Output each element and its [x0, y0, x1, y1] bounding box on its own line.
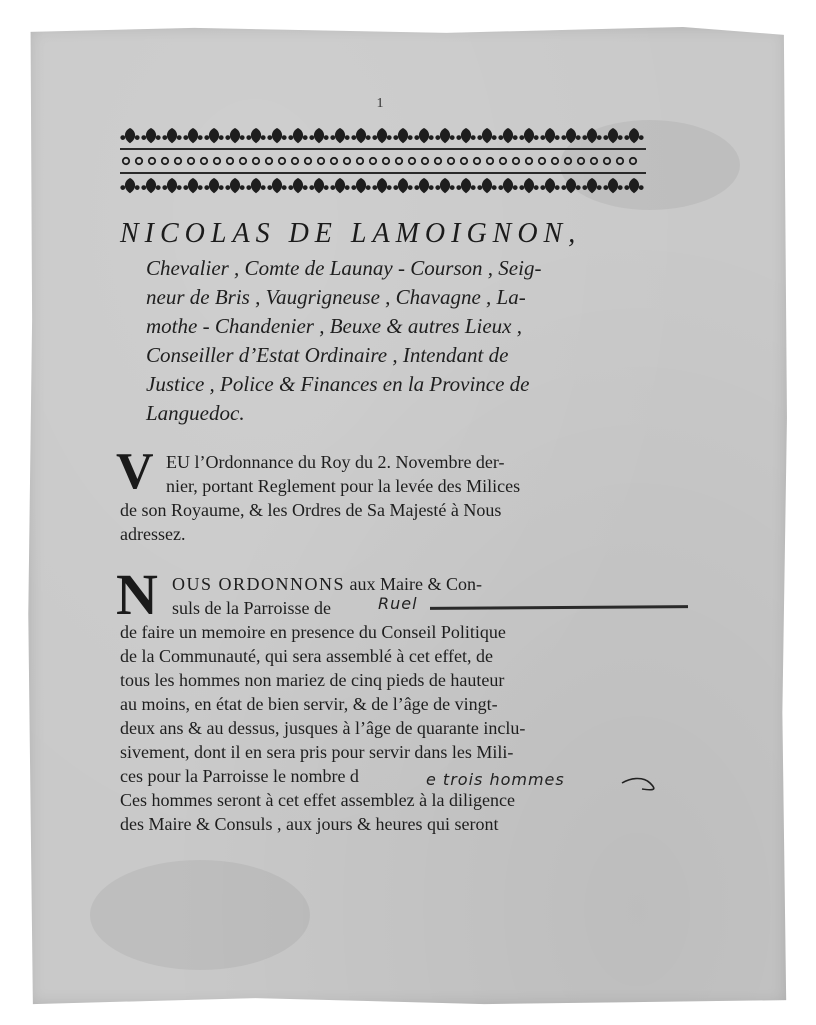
fleuron-dot: [471, 185, 476, 190]
fleuron-dot: [372, 185, 377, 190]
fleuron: [314, 128, 324, 143]
fleuron-dot: [618, 185, 623, 190]
ornament-ring: [214, 158, 220, 164]
ornament-ring: [409, 158, 415, 164]
fleuron: [377, 178, 387, 193]
fleuron: [566, 128, 576, 143]
fleuron-dot: [141, 135, 146, 140]
ornament-ring: [474, 158, 480, 164]
ornament-ring: [539, 158, 545, 164]
fleuron: [188, 178, 198, 193]
text-line: Ces hommes seront à cet effet assemblez à la diligence: [120, 790, 516, 810]
fleuron-dot: [240, 185, 245, 190]
fleuron: [125, 178, 135, 193]
fleuron-dot: [246, 135, 251, 140]
ornament-ring: [175, 158, 181, 164]
ornament-ring: [292, 158, 298, 164]
fleuron-dot: [456, 185, 461, 190]
title-line: neur de Bris , Vaugrigneuse , Chavagne , La-: [146, 285, 526, 309]
handwritten-flourish: [620, 775, 660, 793]
fleuron-dot: [429, 185, 434, 190]
fleuron-dot: [183, 185, 188, 190]
fleuron-dot: [387, 135, 392, 140]
fleuron: [419, 128, 429, 143]
fleuron-dot: [561, 185, 566, 190]
text-line: suls de la Parroisse de: [172, 598, 331, 618]
ornament-ring: [578, 158, 584, 164]
fleuron-dot: [246, 185, 251, 190]
fleuron-dot: [540, 135, 545, 140]
paragraph-preamble: [116, 443, 640, 546]
fleuron: [335, 128, 345, 143]
fleuron: [608, 178, 618, 193]
fleuron-dot: [450, 135, 455, 140]
fleuron-dot: [261, 185, 266, 190]
handwritten-count: e trois hommes: [426, 770, 565, 789]
fleuron: [503, 128, 513, 143]
fleuron-dot: [204, 185, 209, 190]
fleuron-dot: [351, 185, 356, 190]
fleuron-dot: [309, 185, 314, 190]
ornament-ring: [617, 158, 623, 164]
fleuron-dot: [303, 135, 308, 140]
fleuron: [314, 178, 324, 193]
fleuron-dot: [282, 185, 287, 190]
ornament-ring: [266, 158, 272, 164]
fleuron-dot: [519, 185, 524, 190]
fleuron-dot: [345, 185, 350, 190]
fleuron-dot: [492, 135, 497, 140]
fleuron-dot: [618, 135, 623, 140]
title-line: Languedoc.: [146, 401, 245, 425]
fleuron-dot: [582, 135, 587, 140]
text-line: deux ans & au dessus, jusques à l’âge de quarante inclu-: [120, 718, 526, 738]
ornament-ring: [123, 158, 129, 164]
ornament-ring: [435, 158, 441, 164]
fleuron: [482, 128, 492, 143]
text-line: adressez.: [120, 524, 186, 544]
ornament-row-top: [120, 128, 643, 143]
fleuron-dot: [639, 135, 644, 140]
fleuron-dot: [198, 135, 203, 140]
fleuron-dot: [267, 185, 272, 190]
fleuron-dot: [498, 185, 503, 190]
fleuron: [377, 128, 387, 143]
fleuron-dot: [330, 185, 335, 190]
fleuron: [209, 178, 219, 193]
fleuron: [293, 178, 303, 193]
fleuron: [608, 128, 618, 143]
fleuron-dot: [366, 185, 371, 190]
fleuron-dot: [288, 185, 293, 190]
ornament-ring: [552, 158, 558, 164]
fleuron: [398, 128, 408, 143]
ornamental-header-band: [120, 124, 646, 198]
ornament-ring: [279, 158, 285, 164]
text-line: [120, 572, 640, 596]
fleuron-dot: [219, 185, 224, 190]
ornament-ring: [357, 158, 363, 164]
fleuron-dot: [324, 135, 329, 140]
fleuron-dot: [387, 185, 392, 190]
title-line: Justice , Police & Finances en la Province de: [146, 372, 530, 396]
ornament-ring: [604, 158, 610, 164]
fleuron-dot: [183, 135, 188, 140]
fleuron: [461, 178, 471, 193]
fleuron: [167, 178, 177, 193]
title-line: Chevalier , Comte de Launay - Courson , Seig-: [146, 256, 542, 280]
fleuron-dot: [408, 185, 413, 190]
fleuron-dot: [351, 135, 356, 140]
fleuron-dot: [324, 185, 329, 190]
ornament-ring: [162, 158, 168, 164]
fleuron-dot: [120, 135, 125, 140]
fleuron: [230, 178, 240, 193]
fleuron-dot: [561, 135, 566, 140]
fleuron-dot: [366, 135, 371, 140]
page-number: 1: [376, 96, 384, 111]
ornament-row-middle: [123, 158, 636, 164]
ornament-ring: [526, 158, 532, 164]
fleuron: [230, 128, 240, 143]
fleuron-dot: [225, 185, 230, 190]
ornament-ring: [136, 158, 142, 164]
fleuron: [356, 178, 366, 193]
fleuron-dot: [219, 135, 224, 140]
fleuron: [398, 178, 408, 193]
paper-stain: [90, 860, 310, 970]
text-line: de son Royaume, & les Ordres de Sa Majesté à Nous: [120, 500, 502, 520]
ornament-ring: [630, 158, 636, 164]
fleuron-dot: [624, 185, 629, 190]
ornament-ring: [591, 158, 597, 164]
fleuron-dot: [477, 135, 482, 140]
ornament-row-bottom: [120, 178, 643, 193]
fleuron: [503, 178, 513, 193]
fleuron: [524, 128, 534, 143]
fleuron-dot: [240, 135, 245, 140]
fleuron-dot: [513, 185, 518, 190]
ornament-ring: [513, 158, 519, 164]
fleuron-dot: [414, 185, 419, 190]
text-line: EU l’Ordonnance du Roy du 2. Novembre der-: [166, 452, 505, 472]
title-line: mothe - Chandenier , Beuxe & autres Lieux ,: [146, 314, 522, 338]
fleuron-dot: [156, 135, 161, 140]
text-line: nier, portant Reglement pour la levée des Milices: [166, 476, 521, 496]
fleuron-dot: [450, 185, 455, 190]
fleuron-dot: [309, 135, 314, 140]
ornament-ring: [149, 158, 155, 164]
ornament-ring: [240, 158, 246, 164]
title-lines: [146, 254, 656, 428]
ornament-ring: [461, 158, 467, 164]
text-line: au moins, en état de bien servir, & de l’âge de vingt-: [120, 694, 498, 714]
ornament-ring: [188, 158, 194, 164]
ornament-ring: [565, 158, 571, 164]
fleuron-dot: [597, 135, 602, 140]
fleuron: [461, 128, 471, 143]
fleuron-dot: [135, 185, 140, 190]
fleuron-dot: [576, 135, 581, 140]
text-line: de la Communauté, qui sera assemblé à cet effet, de: [120, 646, 494, 666]
ornament-ring: [227, 158, 233, 164]
fleuron-dot: [177, 185, 182, 190]
fleuron: [272, 178, 282, 193]
ornament-ring: [253, 158, 259, 164]
fleuron-dot: [282, 135, 287, 140]
text-fragment: aux Maire & Con-: [345, 574, 482, 594]
fleuron-dot: [513, 135, 518, 140]
fleuron-dot: [429, 135, 434, 140]
fleuron: [440, 128, 450, 143]
drop-cap: N: [116, 562, 158, 627]
fleuron-dot: [534, 135, 539, 140]
fleuron-dot: [345, 135, 350, 140]
fleuron-dot: [393, 185, 398, 190]
fleuron-dot: [162, 135, 167, 140]
fleuron-dot: [156, 185, 161, 190]
ornament-ring: [344, 158, 350, 164]
fleuron-dot: [519, 135, 524, 140]
ornament-ring: [370, 158, 376, 164]
fleuron-dot: [198, 185, 203, 190]
fleuron-dot: [408, 135, 413, 140]
fleuron: [167, 128, 177, 143]
ornament-ring: [201, 158, 207, 164]
fleuron: [419, 178, 429, 193]
fleuron-dot: [477, 185, 482, 190]
fleuron-dot: [120, 185, 125, 190]
fleuron: [545, 128, 555, 143]
document-title: NICOLAS DE LAMOIGNON,: [120, 218, 582, 249]
fleuron-dot: [225, 135, 230, 140]
fleuron: [125, 128, 135, 143]
fleuron-dot: [603, 185, 608, 190]
fleuron-dot: [372, 135, 377, 140]
fleuron-dot: [267, 135, 272, 140]
fleuron: [335, 178, 345, 193]
fleuron-dot: [471, 135, 476, 140]
fleuron-dot: [303, 185, 308, 190]
fleuron-dot: [555, 135, 560, 140]
fleuron: [629, 178, 639, 193]
fleuron-dot: [639, 185, 644, 190]
fleuron: [146, 128, 156, 143]
fleuron: [188, 128, 198, 143]
fleuron-dot: [393, 135, 398, 140]
fleuron-dot: [435, 185, 440, 190]
title-line: Conseiller d’Estat Ordinaire , Intendant de: [146, 343, 509, 367]
fleuron: [251, 128, 261, 143]
fleuron-dot: [435, 135, 440, 140]
fleuron-dot: [540, 185, 545, 190]
fleuron-dot: [456, 135, 461, 140]
ornament-ring: [448, 158, 454, 164]
fleuron-dot: [492, 185, 497, 190]
ornament-ring: [383, 158, 389, 164]
fleuron: [356, 128, 366, 143]
ordonnons-caps: OUS ORDONNONS: [172, 574, 346, 594]
fleuron-dot: [624, 135, 629, 140]
fleuron: [587, 178, 597, 193]
ornament-ring: [305, 158, 311, 164]
fleuron-dot: [261, 135, 266, 140]
fleuron-dot: [141, 185, 146, 190]
ornament-ring: [331, 158, 337, 164]
fleuron-dot: [597, 185, 602, 190]
fleuron-dot: [204, 135, 209, 140]
fleuron-dot: [414, 135, 419, 140]
fleuron: [545, 178, 555, 193]
fleuron-dot: [534, 185, 539, 190]
fleuron-dot: [603, 135, 608, 140]
text-line: ces pour la Parroisse le nombre d: [120, 766, 359, 786]
fleuron: [482, 178, 492, 193]
fleuron: [251, 178, 261, 193]
fleuron: [524, 178, 534, 193]
ornament-ring: [487, 158, 493, 164]
fleuron-dot: [288, 135, 293, 140]
fleuron: [146, 178, 156, 193]
fleuron: [566, 178, 576, 193]
ornament-ring: [500, 158, 506, 164]
fleuron-dot: [576, 185, 581, 190]
handwritten-parish-name: Ruel: [378, 594, 418, 613]
fleuron: [440, 178, 450, 193]
fleuron: [629, 128, 639, 143]
fleuron-dot: [582, 185, 587, 190]
fleuron-dot: [555, 185, 560, 190]
fleuron-dot: [498, 135, 503, 140]
fleuron: [293, 128, 303, 143]
ornament-ring: [396, 158, 402, 164]
fleuron: [209, 128, 219, 143]
fleuron: [272, 128, 282, 143]
text-line: de faire un memoire en presence du Conseil Politique: [120, 622, 506, 642]
ornament-ring: [318, 158, 324, 164]
fleuron: [587, 128, 597, 143]
fleuron-dot: [135, 135, 140, 140]
drop-cap: V: [116, 443, 154, 500]
fleuron-dot: [162, 185, 167, 190]
text-line: tous les hommes non mariez de cinq pieds de hauteur: [120, 670, 505, 690]
text-line: des Maire & Consuls , aux jours & heures qui seront: [120, 814, 499, 834]
fleuron-dot: [330, 135, 335, 140]
ornament-ring: [422, 158, 428, 164]
text-line: sivement, dont il en sera pris pour servir dans les Mili-: [120, 742, 514, 762]
fleuron-dot: [177, 135, 182, 140]
